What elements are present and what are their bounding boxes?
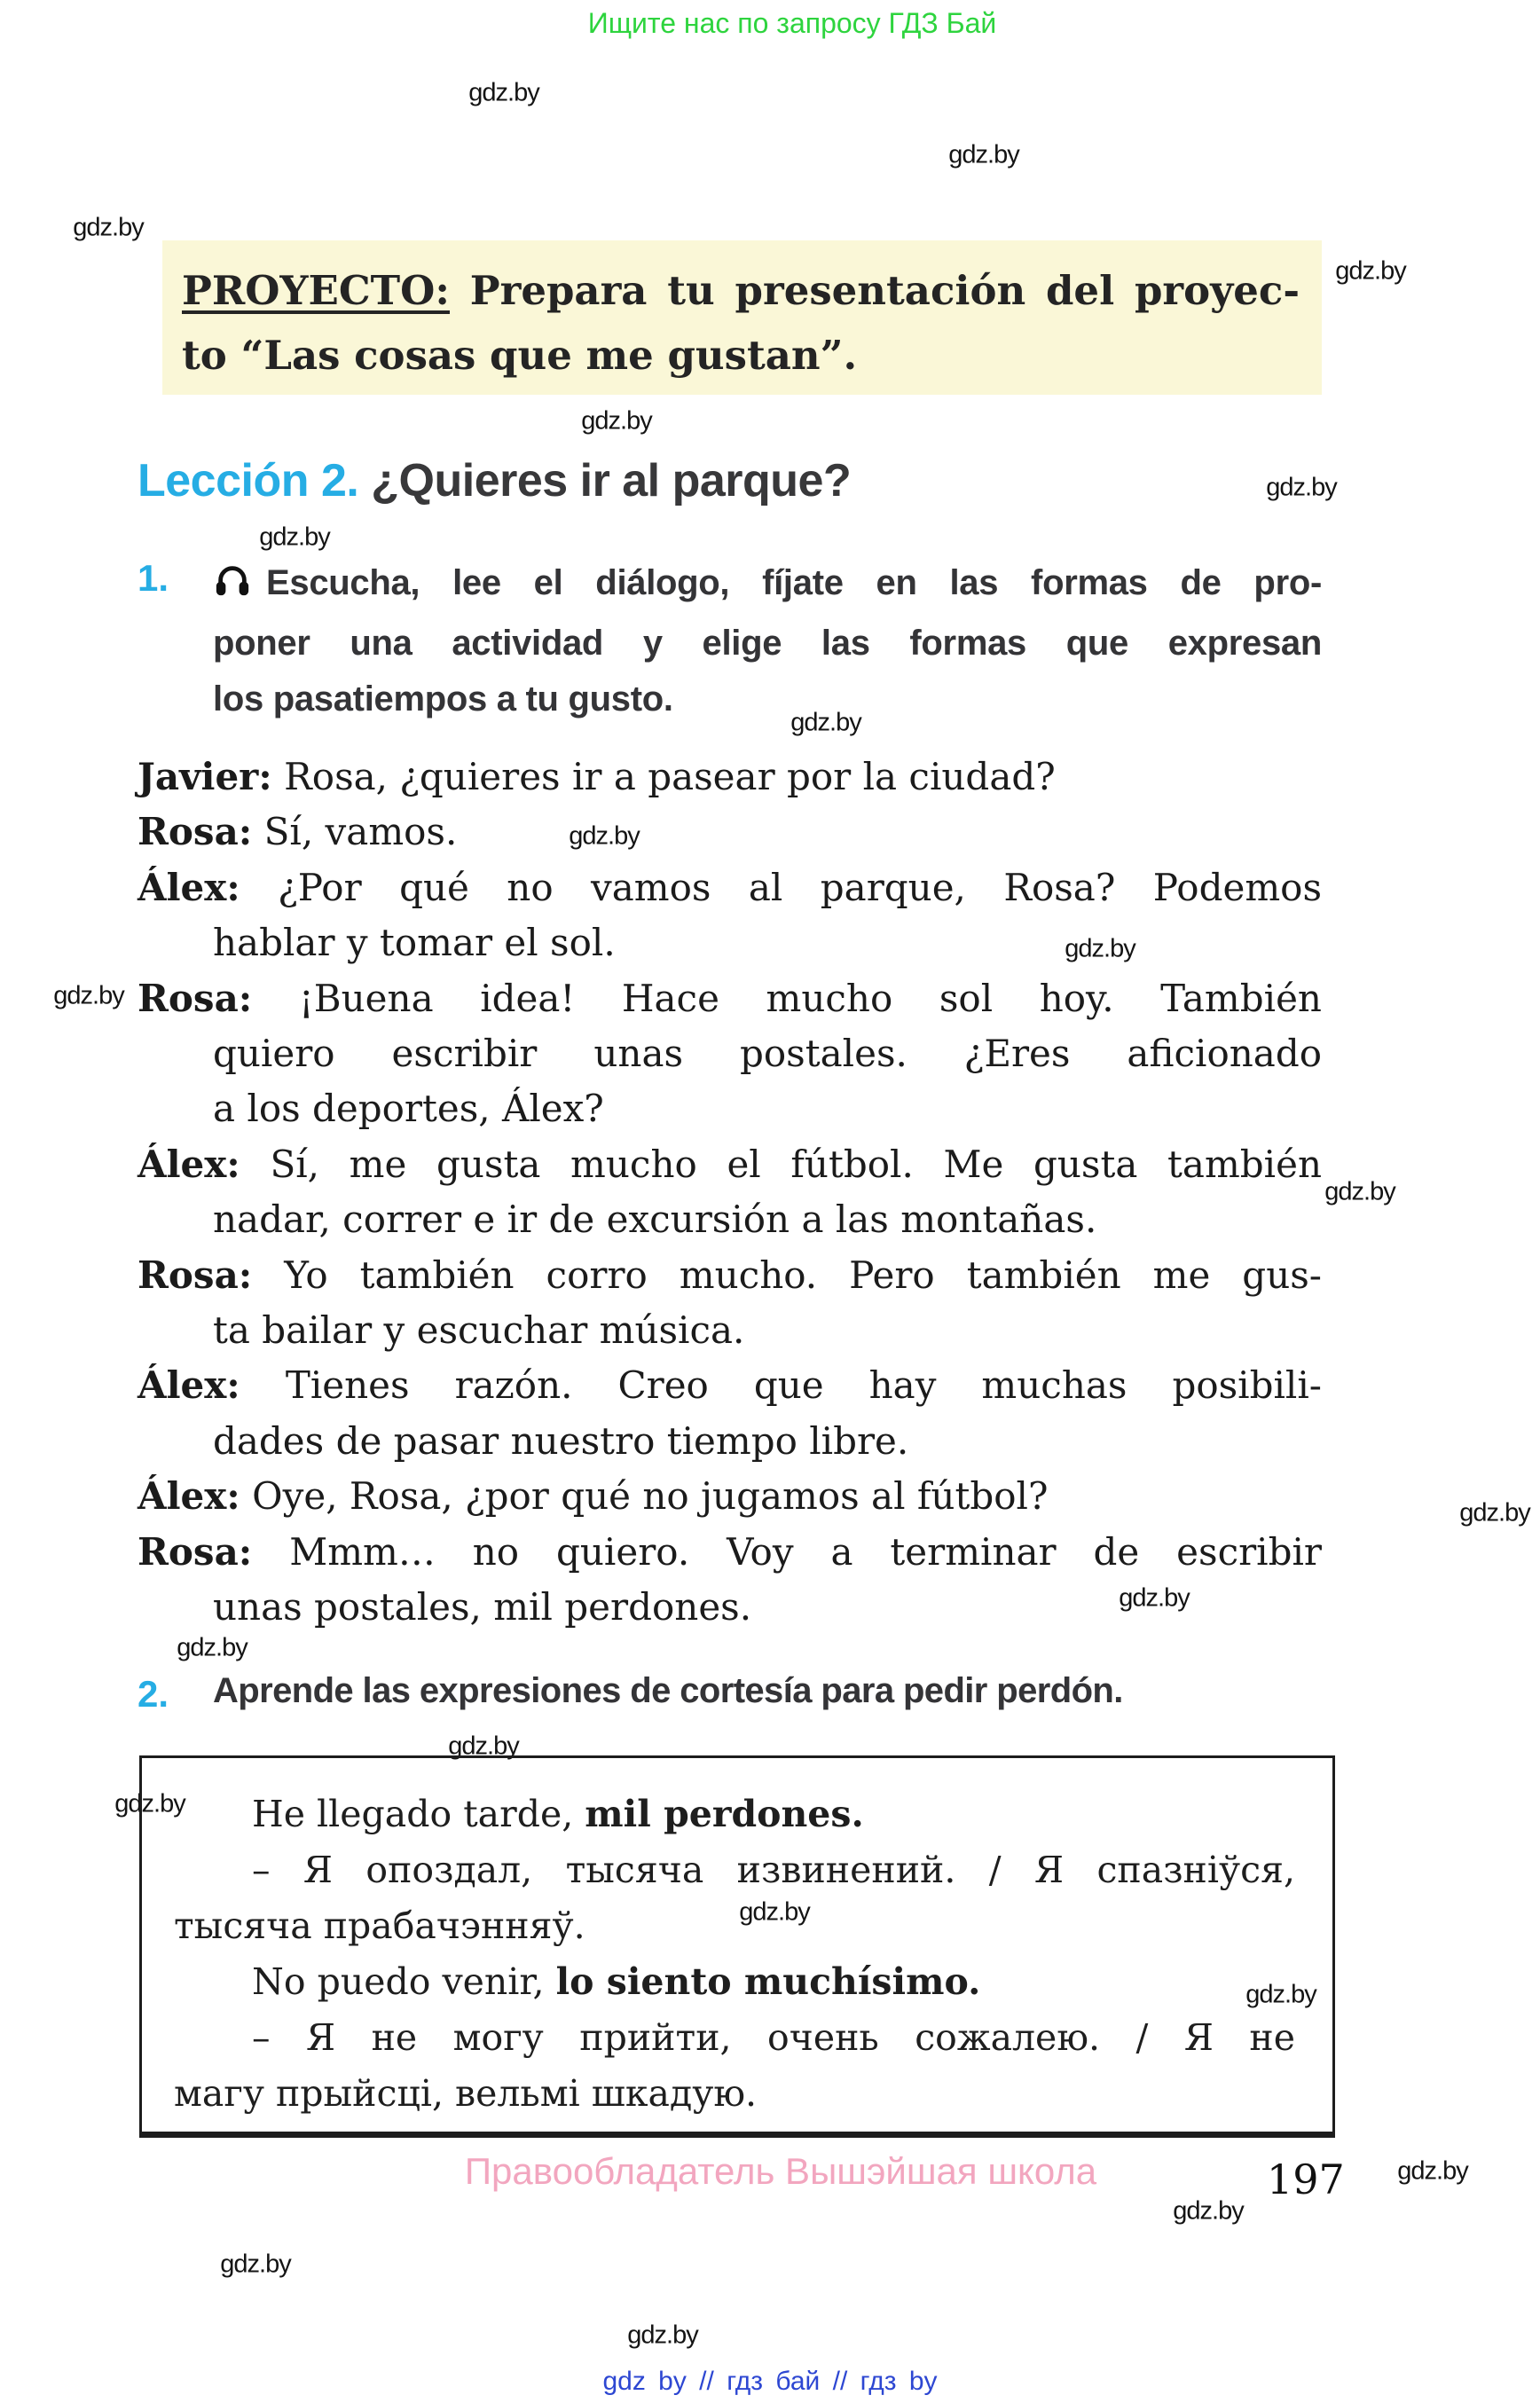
phrase-line: магу прыйсці, вельмі шкадую. [174, 2072, 758, 2115]
exercise1-line [213, 555, 1322, 616]
footer-links[interactable]: gdz by // гдз бай // гдз by [602, 2367, 938, 2396]
headphones-icon [213, 560, 252, 616]
watermark: gdz.by [259, 522, 330, 552]
watermark: gdz.by [1335, 256, 1406, 286]
dialogue [138, 750, 1322, 1636]
phrase-line: – Я опоздал, тысяча извинений. / Я спазніўся, [252, 1849, 1295, 1891]
watermark: gdz.by [1397, 2156, 1468, 2186]
copyright-text: Правообладатель Вышэйшая школа [464, 2150, 1097, 2192]
project-line-1 [182, 258, 1300, 323]
exercise1-line: los pasatiempos a tu gusto. [213, 679, 673, 719]
phrases-box [139, 1755, 1335, 2138]
dialogue-line: Rosa: ¡Buena idea! Hace mucho sol hoy. También [138, 976, 1322, 1020]
dialogue-line: Álex: ¿Por qué no vamos al parque, Rosa? Podemos [138, 865, 1322, 909]
exercise1-line: poner una actividad y elige las formas que expresan [213, 624, 1322, 663]
watermark: gdz.by [114, 1789, 185, 1818]
page-number: 197 [1267, 2156, 1345, 2203]
watermark: gdz.by [581, 406, 652, 436]
speaker-name: Rosa: [138, 1529, 253, 1574]
watermark: gdz.by [1245, 1980, 1316, 2009]
speaker-name: Álex: [138, 1474, 240, 1519]
dialogue-line: Rosa: Yo también corro mucho. Pero también me gus- [138, 1253, 1322, 1297]
dialogue-line: nadar, correr e ir de excursión a las montañas. [213, 1198, 1097, 1242]
dialogue-line: Álex: Sí, me gusta mucho el fútbol. Me gusta también [138, 1142, 1322, 1186]
speaker-name: Álex: [138, 1363, 240, 1408]
dialogue-line: Álex: Tienes razón. Creo que hay muchas posibili- [138, 1363, 1322, 1408]
dialogue-line: Rosa: Mmm… no quiero. Voy a terminar de escribir [138, 1529, 1322, 1574]
watermark: gdz.by [790, 708, 861, 737]
speaker-name: Álex: [138, 1142, 240, 1186]
lesson-title: ¿Quieres ir al parque? [371, 455, 852, 507]
phrase-line: тысяча прабачэнняў. [174, 1904, 585, 1947]
project-box [162, 240, 1322, 395]
watermark: gdz.by [1266, 473, 1337, 502]
watermark: gdz.by [627, 2321, 698, 2350]
dialogue-line: a los deportes, Álex? [213, 1087, 604, 1131]
dialogue-line: ta bailar y escuchar música. [213, 1308, 745, 1353]
watermark: gdz.by [177, 1633, 248, 1662]
watermark: gdz.by [739, 1897, 810, 1927]
exercise2-instruction: Aprende las expresiones de cortesía para pedir perdón. [213, 1671, 1123, 1710]
watermark: gdz.by [1119, 1583, 1190, 1613]
speaker-name: Javier: [138, 755, 272, 798]
dialogue-line: unas postales, mil perdones. [213, 1585, 752, 1629]
dialogue-line: hablar y tomar el sol. [213, 921, 616, 965]
project-line-2: to “Las cosas que me gustan”. [182, 332, 858, 379]
watermark: gdz.by [1173, 2196, 1244, 2226]
watermark: gdz.by [53, 981, 124, 1010]
phrase-line: No puedo venir, lo siento muchísimo. [252, 1960, 981, 2003]
phrase-bold-part: mil perdones. [585, 1793, 864, 1835]
exercise1-line-text: Escucha, lee el diálogo, fíjate en las formas de pro- [266, 563, 1322, 602]
promo-banner: Ищите нас по запросу ГДЗ Бай [587, 7, 997, 39]
exercise1-instruction [213, 555, 1322, 727]
speaker-name: Rosa: [138, 810, 253, 854]
dialogue-line: Rosa: Sí, vamos. [138, 810, 458, 854]
watermark: gdz.by [1459, 1498, 1530, 1527]
watermark: gdz.by [73, 213, 144, 242]
watermark: gdz.by [569, 821, 640, 851]
phrase-line: – Я не могу прийти, очень сожалею. / Я не [252, 2016, 1295, 2059]
dialogue-line: dades de pasar nuestro tiempo libre. [213, 1418, 909, 1463]
dialogue-line: Javier: Rosa, ¿quieres ir a pasear por la ciudad? [138, 755, 1056, 798]
lesson-number: Lección 2. [138, 455, 359, 507]
speaker-name: Rosa: [138, 1253, 253, 1297]
dialogue-line: quiero escribir unas postales. ¿Eres aficionado [213, 1032, 1322, 1076]
watermark: gdz.by [468, 78, 539, 107]
watermark: gdz.by [1324, 1177, 1395, 1206]
watermark: gdz.by [220, 2250, 291, 2279]
exercise2-number: 2. [138, 1673, 169, 1715]
exercise1-number: 1. [138, 557, 169, 599]
phrase-line: He llegado tarde, mil perdones. [252, 1793, 864, 1835]
watermark: gdz.by [448, 1732, 519, 1761]
project-label: PROYECTO: [182, 267, 450, 314]
phrase-bold-part: lo siento muchísimo. [555, 1960, 981, 2003]
project-line-1-rest: Prepara tu presentación del proyec- [469, 267, 1300, 314]
watermark: gdz.by [1065, 934, 1135, 963]
watermark: gdz.by [948, 140, 1019, 169]
speaker-name: Álex: [138, 865, 240, 909]
speaker-name: Rosa: [138, 976, 253, 1020]
lesson-heading [138, 454, 851, 507]
dialogue-line: Álex: Oye, Rosa, ¿por qué no jugamos al fútbol? [138, 1474, 1049, 1519]
